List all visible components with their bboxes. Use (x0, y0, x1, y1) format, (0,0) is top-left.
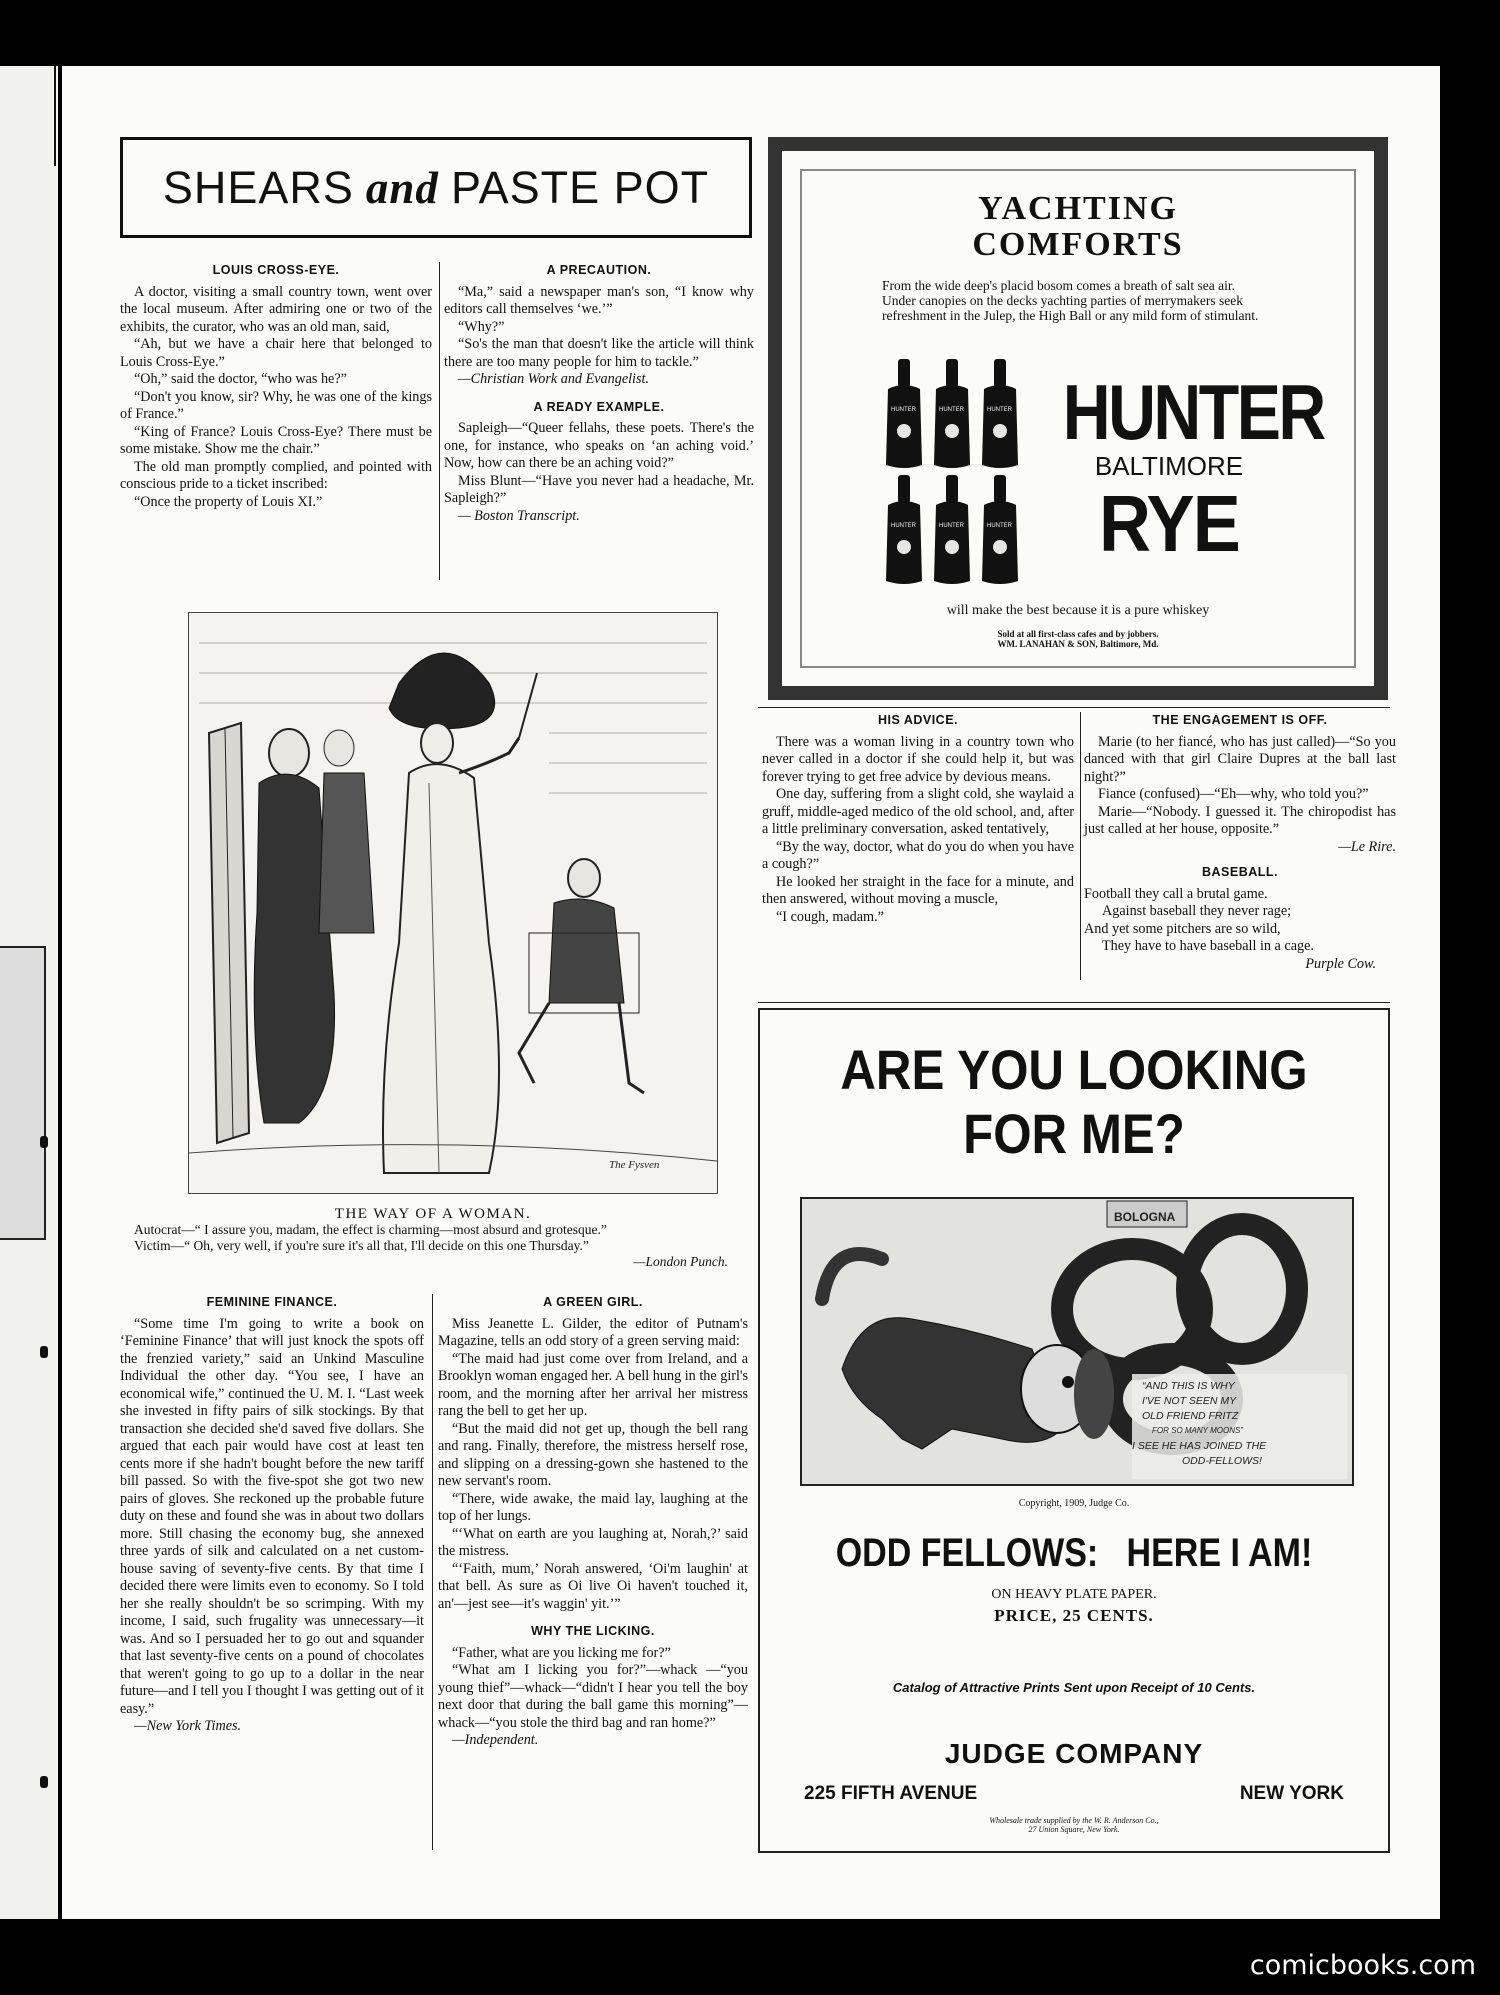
paragraph: Fiance (confused)—“Eh—why, who told you?” (1098, 786, 1369, 802)
city: NEW YORK (1239, 1783, 1344, 1804)
article-his-advice (762, 712, 1074, 926)
paragraph: “So's the man that doesn't like the article will think there are too many people for him to tackle.” (444, 336, 754, 370)
masthead-and: and (365, 162, 439, 213)
paragraph: There was a woman living in a country town who never called in a doctor if she could help it, but was forever trying to get free advice by devious means. (762, 733, 1074, 785)
paragraph: A doctor, visiting a small country town, went over the local museum. After admiring one or two of the exhibits, the curator, who was an old man, said, (120, 283, 432, 335)
poem-line: They have to have baseball in a cage. (1102, 938, 1314, 954)
article-source: —New York Times. (134, 1718, 242, 1734)
cartoon-caption (120, 1206, 746, 1270)
article-precaution (444, 262, 754, 525)
bottle-label: HUNTER (891, 407, 916, 413)
paragraph: “There, wide awake, the maid lay, laughing at the top of her lungs. (438, 1490, 748, 1524)
dachshund-print-image (800, 1197, 1354, 1486)
bologna-sign: BOLOGNA (1114, 1210, 1176, 1224)
paragraph: Miss Jeanette L. Gilder, the editor of Putnam's Magazine, tells an odd story of a green serving maid: (438, 1315, 748, 1349)
judge-company-advertisement (758, 1008, 1390, 1853)
article-source: —Independent. (452, 1732, 539, 1748)
bottle-label: HUNTER (987, 407, 1012, 413)
seller-line: WM. LANAHAN & SON, Baltimore, Md. (997, 639, 1159, 649)
site-watermark: comicbooks.com (1249, 1950, 1476, 1981)
article-engagement-off (1084, 712, 1396, 973)
article-title: A READY EXAMPLE. (533, 399, 665, 414)
paragraph: He looked her straight in the face for a minute, and then answered, without moving a muscle, (762, 873, 1074, 907)
paragraph: “What am I licking you for?”—whack —“you young thief”—whack—“didn't I hear you tell the boy next door that during the ball game this morning”—whack—“you stole the third bag and ran home?” (438, 1662, 748, 1731)
masthead-word-2: PASTE POT (450, 161, 710, 213)
wholesale-line: 27 Union Square, New York. (1028, 1825, 1120, 1834)
brand-name: HUNTER (1062, 368, 1324, 456)
adjacent-page-edge (0, 66, 58, 1919)
paragraph: “‘Faith, mum,’ Norah answered, ‘Oi'm laughin' at that bell. As sure as Oi live Oi haven't touched it, an'—jest see—it's waggin' yit.’” (438, 1560, 748, 1612)
bottle-label: HUNTER (939, 407, 964, 413)
paragraph: Miss Blunt—“Have you never had a headache, Mr. Sapleigh?” (444, 472, 754, 506)
article-feminine-finance (120, 1294, 424, 1736)
article-title: WHY THE LICKING. (531, 1624, 655, 1638)
article-louis-cross-eye (120, 262, 432, 511)
column-rule (439, 262, 440, 580)
caption-line: Victim—“ Oh, very well, if you're sure it's all that, I'll decide on this one Thursday.” (134, 1238, 589, 1253)
section-rule (758, 707, 1390, 708)
brand-product: RYE (1099, 479, 1239, 568)
article-source: —Christian Work and Evangelist. (458, 371, 650, 387)
paragraph: Marie—“Nobody. I guessed it. The chiropodist has just called at her house, opposite.” (1084, 803, 1396, 837)
paragraph: “By the way, doctor, what do you do when you have a cough?” (762, 838, 1074, 872)
caption-line: Autocrat—“ I assure you, madam, the effect is charming—most absurd and grotesque.” (134, 1222, 607, 1237)
speech-line: I SEE HE HAS JOINED THE (1132, 1440, 1267, 1452)
paragraph: “‘What on earth are you laughing at, Norah,?’ said the mistress. (438, 1525, 748, 1559)
whiskey-bottles-image (882, 359, 1032, 587)
paragraph: “Once the property of Louis XI.” (134, 493, 323, 510)
column-rule (432, 1294, 433, 1850)
speech-line: FOR SO MANY MOONS” (1152, 1426, 1243, 1435)
paragraph: “The maid had just come over from Ireland, and a Brooklyn woman engaged her. A bell hung in the girl's room, and the morning after her arrival her mistress rang the bell to get her up. (438, 1350, 748, 1419)
article-title: HIS ADVICE. (877, 713, 959, 727)
poem-line: And yet some pitchers are so wild, (1084, 920, 1281, 937)
ad-tagline: will make the best because it is a pure whiskey (946, 603, 1210, 618)
article-title: A PRECAUTION. (546, 263, 652, 277)
ad-headline (798, 1038, 1351, 1166)
paragraph: Marie (to her fiancé, who has just called)—“So you danced with that girl Claire Dupres at the ball last night?” (1084, 733, 1396, 785)
speech-line: OLD FRIEND FRITZ (1142, 1410, 1239, 1422)
poem-line: Football they call a brutal game. (1084, 885, 1268, 902)
article-source: Purple Cow. (1305, 955, 1376, 972)
seller-line: Sold at all first-class cafes and by jobbers. (997, 629, 1159, 639)
company-address (804, 1783, 1344, 1805)
poem (1084, 886, 1396, 956)
paragraph: “King of France? Louis Cross-Eye? There must be some mistake. Show me the chair.” (120, 423, 432, 457)
ad-title (782, 191, 1374, 263)
paragraph: “Ah, but we have a chair here that belonged to Louis Cross-Eye.” (120, 336, 432, 370)
price-line: PRICE, 25 CENTS. (994, 1606, 1154, 1625)
paragraph: “Some time I'm going to write a book on ‘Feminine Finance’ that will just knock the spots off the frenzied variety,” said an Unkind Masculine Individual the other day. “You see, I have an economical wife,” continued the U. M. I. “Last week she invested in fifty pairs of silk stockings. By that transaction she decided she'd saved five dollars. She argued that each pair would have cost at least ten cents more if she hadn't bought before the new tariff bill passed. So with the five-spot she got two new pairs of gloves. She reckoned up the probable future duty on these and found she was in about two dollars more. Still chasing the economy bug, she annexed three yards of silk and calculated on a net custom-house saving of seventy-five cents. By that time I decided there were limits even to economy. So I told her she really shouldn't be so scrimping. With my income, I said, such frugality was unnecessary—it was. And so I persuaded her to go out and squander that last seventy-five cents on a pound of chocolates that weren't going to go up to a dollar in the near future—and I tell you I thought I was getting out of it easy.” (120, 1315, 424, 1717)
ad-intro: From the wide deep's placid bosom comes a breath of salt sea air. Under canopies on the decks yachting parties of merrymakers seek refreshment in the Julep, the High Ball or any mild form of stimulant. (882, 278, 1259, 323)
wholesale-note (760, 1816, 1388, 1834)
hunter-rye-advertisement (768, 137, 1388, 700)
bottle-label: HUNTER (939, 523, 964, 529)
paper-line: ON HEAVY PLATE PAPER. (991, 1587, 1157, 1602)
masthead-word-1: SHEARS (162, 161, 354, 213)
wholesale-line: Wholesale trade supplied by the W. R. Anderson Co., (989, 1816, 1159, 1825)
section-masthead (120, 137, 752, 238)
paragraph: “But the maid did not get up, though the bell rang and rang. Finally, therefore, the mistress herself rose, and slipping on a dressing-gown she hastened to the new servant's room. (438, 1420, 748, 1489)
speech-line: ODD-FELLOWS! (1182, 1455, 1262, 1467)
speech-line: I'VE NOT SEEN MY (1142, 1395, 1237, 1407)
article-title: A GREEN GIRL. (543, 1295, 643, 1309)
article-title: BASEBALL. (1201, 865, 1279, 879)
article-title: LOUIS CROSS-EYE. (212, 263, 340, 277)
bottle-label: HUNTER (891, 523, 916, 529)
ad-title-line: COMFORTS (972, 226, 1184, 263)
column-rule (1080, 712, 1081, 980)
catalog-line: Catalog of Attractive Prints Sent upon Receipt of 10 Cents. (892, 1680, 1256, 1695)
copyright-line: Copyright, 1909, Judge Co. (1018, 1498, 1130, 1509)
brand-city: BALTIMORE (1094, 451, 1244, 481)
cartoon-illustration (188, 612, 718, 1194)
paragraph: “Don't you know, sir? Why, he was one of the kings of France.” (120, 388, 432, 422)
paragraph: One day, suffering from a slight cold, she waylaid a gruff, middle-aged medico of the old school, and, after a little preliminary conversation, asked tentatively, (762, 786, 1074, 837)
cartoon-title: THE WAY OF A WOMAN. (334, 1206, 532, 1222)
paragraph: “Ma,” said a newspaper man's son, “I know why editors call themselves ‘we.’” (444, 283, 754, 317)
headline-line: ARE YOU LOOKING (840, 1038, 1308, 1101)
brand-block (1044, 368, 1324, 568)
headline-line: FOR ME? (963, 1102, 1185, 1165)
paragraph: “Why?” (458, 318, 505, 335)
article-title: FEMININE FINANCE. (206, 1295, 338, 1309)
article-source: — Boston Transcript. (458, 507, 580, 524)
company-name: JUDGE COMPANY (944, 1738, 1204, 1769)
odd-fellows-title: ODD FELLOWS: HERE I AM! (835, 1531, 1313, 1575)
bottle-label: HUNTER (987, 523, 1012, 529)
caption-source: —London Punch. (633, 1254, 728, 1269)
paragraph: “Father, what are you licking me for?” (452, 1644, 671, 1661)
ad-title-line: YACHTING (978, 190, 1178, 227)
paragraph: The old man promptly complied, and pointed with conscious pride to a ticket inscribed: (120, 458, 432, 492)
section-rule (758, 1002, 1390, 1003)
article-source: —Le Rire. (1338, 838, 1396, 855)
article-green-girl (438, 1294, 748, 1750)
poem-line: Against baseball they never rage; (1102, 903, 1292, 919)
speech-line: “AND THIS IS WHY (1142, 1380, 1235, 1392)
ad-seller (782, 629, 1374, 649)
artist-signature: The Fysven (609, 1159, 660, 1171)
street-address: 225 FIFTH AVENUE (804, 1783, 978, 1804)
article-title: THE ENGAGEMENT IS OFF. (1152, 713, 1328, 727)
paragraph: Sapleigh—“Queer fellahs, these poets. There's the one, for instance, who speaks on ‘an aching void.’ Now, how can there be an aching void?” (444, 420, 754, 471)
paragraph: “I cough, madam.” (776, 908, 884, 925)
paragraph: “Oh,” said the doctor, “who was he?” (134, 371, 347, 387)
